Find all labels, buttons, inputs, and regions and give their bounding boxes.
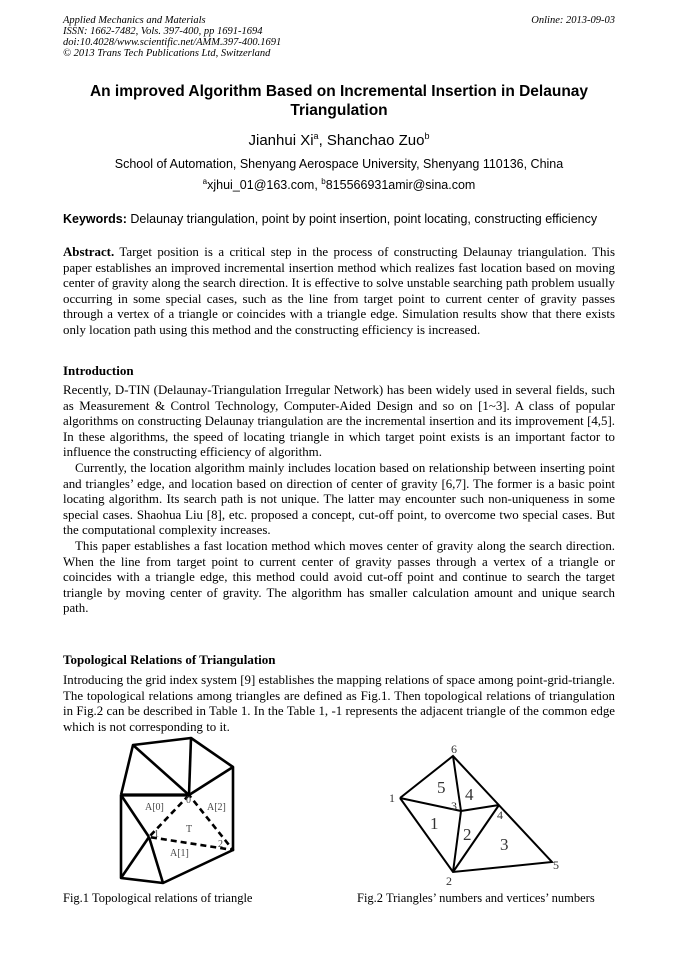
fig2-vertex-number: 3 [451,799,457,813]
fig2-vertex-number: 6 [451,742,457,756]
fig2-vertex-number: 4 [497,808,503,822]
fig2-vertex-number: 2 [446,874,452,888]
fig2-edge [461,805,499,811]
fig1-label: A[0] [145,802,164,813]
paper-title: An improved Algorithm Based on Incremental Insertion in Delaunay Triangulation [89,83,589,119]
author: Shanchao Zuo [326,132,425,149]
fig2-triangle-number: 5 [437,778,446,797]
paragraph: Introducing the grid index system [9] establishes the mapping relations of space among point-grid-triangle. The topological relations among triangles are defined as Fig.1. Then topological relations of triangulation in Fig.2 can be described in Table 1. In the Table 1, -1 represents the adjacent triangle of the common edge which is not corresponding to it. [63,673,616,734]
journal-name: Applied Mechanics and Materials [63,15,206,26]
author: Jianhui Xi [248,132,314,149]
fig1-label: A[2] [207,802,226,813]
issn: ISSN: 1662-7482, Vols. 397-400, pp 1691-1694 [63,26,263,37]
fig2-triangle-number: 3 [500,835,509,854]
email: xjhui_01@163.com, [207,178,322,193]
fig2-triangle-number: 4 [465,785,474,804]
copyright: © 2013 Trans Tech Publications Ltd, Switzerland [63,48,271,59]
fig2-vertex-number: 1 [389,791,395,805]
email-sup: b [321,177,326,186]
abstract-text: Target position is a critical step in the process of constructing Delaunay triangulation. This paper establishes an improved incremental insertion method which realizes fast location based on moving center of gravity along the search direction. It is effective to solve unstable searching path problem usually occurring in some special cases, such as the line from target point to current center of gravity passes through a vertex of a triangle or coincides with a triangle edge. Simulation results show that there exists only location path using this method and the constructing efficiency is increased. [63,245,615,337]
fig1-caption: Fig.1 Topological relations of triangle [63,891,253,905]
fig1-label: 2 [218,839,223,850]
email: 815566931amir@sina.com [325,178,476,193]
author-sup: a [313,131,319,141]
keywords-label: Keywords: [63,212,127,226]
affiliation: School of Automation, Shenyang Aerospace University, Shenyang 110136, China [114,157,564,171]
paragraph: This paper establishes a fast location method which moves center of gravity along the search direction. When the line from target point to current center of gravity passes through a vertex of a triangle or coincides with a triangle edge, this method could avoid cut-off point and continue to search the target triangle by moving center of gravity. The algorithm has smaller calculation amount and unique search path. [63,538,615,616]
author-sup: b [424,131,430,141]
section-heading: Introduction [63,363,134,378]
fig1-label: 0 [186,795,191,806]
email-sup: a [202,177,208,186]
fig1-label: T [186,824,193,835]
fig2-caption: Fig.2 Triangles’ numbers and vertices’ numbers [357,891,595,905]
fig2-outline [400,756,552,872]
online-date: Online: 2013-09-03 [531,15,615,26]
author-sep: , [318,132,327,149]
keywords-text: Delaunay triangulation, point by point insertion, point locating, constructing efficiency [126,212,598,226]
paragraph: Currently, the location algorithm mainly includes location based on relationship between inserting point and triangles’ edge, and location based on direction of center of gravity [6,7]. The former is a basic point locating algorithm. Its search path is not unique. The latter may encounter such non-uniqueness in some special cases. Shaohua Liu [8], etc. proposed a concept, cut-off point, to overcome two special cases. But the computational complexity increases. [63,460,615,538]
fig1-label: 1 [154,829,159,840]
doi: doi:10.4028/www.scientific.net/AMM.397-400.1691 [63,37,282,48]
fig2-triangle-number: 1 [430,814,439,833]
fig2-vertex-number: 5 [553,858,559,872]
paragraph: Recently, D-TIN (Delaunay-Triangulation Irregular Network) has been widely used in several fields, such as Measurement & Control Technology, Computer-Aided Design and so on [1~3]. A class of popular algorithms on constructing Delaunay triangulation are the incremental insertion and its improvement [4,5]. In these algorithms, the speed of locating triangle in which target point exists is an important factor to influence the constructing efficiency of algorithm. [63,383,615,460]
fig1-label: A[1] [170,848,189,859]
fig2-triangle-number: 2 [463,825,472,844]
abstract-label: Abstract. [63,245,115,259]
section-heading: Topological Relations of Triangulation [63,652,276,667]
